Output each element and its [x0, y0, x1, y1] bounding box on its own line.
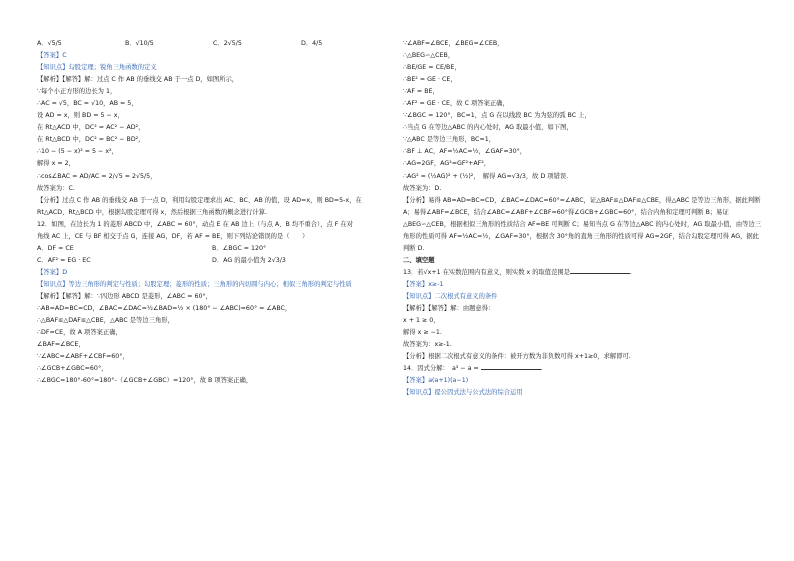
analysis-paragraph: 【分析】过点 C 作 AB 的垂线交 AB 于一点 D，利用勾股定理求出 AC、BC、AB 的值，设 AD=x，则 BD=5-x，在 Rt△ACD、Rt△BCD 中，根据勾股定理可得 x，然后根据三角函数的概念进行计算.: [37, 196, 362, 216]
answer-tag: 【答案】a(a+1)(a−1): [403, 377, 469, 385]
knowledge-point: 【知识点】提公因式法与公式法的综合运用: [403, 389, 523, 397]
solution-line: ∴AG=2GF，AG²=GF²+AF²，: [403, 160, 491, 168]
solution-line: ∴AC = √5，BC = √10，AB = 5，: [37, 100, 138, 108]
solution-line: ∴AG² = (½AG)² + (½)²， 解得 AG=√3/3，故 D 项错误.: [403, 172, 569, 180]
q14-answer-blank[interactable]: [481, 363, 543, 373]
q14-end: .: [540, 365, 543, 373]
left-column: [37, 38, 387, 387]
solution-line: ∠BAF=∠BCE，: [37, 341, 85, 349]
solution-line: ∴∠BGC=180°-60°=180°-（∠GCB+∠GBC）=120°，故 B 项答案正确，: [37, 377, 253, 385]
solution-line: ∴∠GCB+∠GBC=60°，: [37, 365, 108, 373]
solution-line: ∴BF ⊥ AC，AF=½AC=½，∠GAF=30°，: [403, 148, 527, 156]
q12-option-b: B．∠BGC = 120°: [212, 244, 267, 252]
solution-line: 【解析】【解答】解：由题意得：: [403, 305, 495, 313]
knowledge-point: 【知识点】勾股定理；锐角三角函数的定义: [37, 64, 157, 72]
solution-line: ∴AB=AD=BC=CD，∠BAC=∠DAC=½∠BAD=½ × (180° − ∠ABC)=60° = ∠ABC，: [37, 305, 292, 313]
solution-line: ∵∠ABC=∠ABF+∠CBF=60°，: [37, 353, 129, 361]
solution-line: x + 1 ≥ 0，: [403, 317, 440, 325]
solution-line: 在 Rt△BCD 中，DC² = BC² − BD²，: [37, 136, 145, 144]
q12-option-c: C．AF² = EG · EC: [37, 256, 91, 264]
solution-line: ∴cos∠BAC = AD/AC = 2/√5 = 2√5/5，: [37, 172, 157, 180]
q12-option-d: D．AG 的最小值为 2√3/3: [212, 256, 286, 264]
solution-line: 【解析】【解答】解：∵四边形 ABCD 是菱形，∠ABC = 60°，: [37, 292, 212, 300]
question-14-stem: [403, 363, 765, 375]
solution-line: ∴AF² = GE · CE，故 C 项答案正确，: [403, 100, 509, 108]
q11-options: [37, 38, 387, 50]
solution-line: 故答案为：D.: [403, 184, 442, 192]
solution-line: ∴DF=CE，故 A 项答案正确，: [37, 329, 122, 337]
q12-option-a: A．DF = CE: [37, 244, 74, 252]
solution-line: ∴BE/GE = CE/BE，: [403, 64, 461, 72]
question-12-stem: 角线 AC 上，CE 与 BF 相交于点 G，连接 AG，DF，若 AF = BE，则下列结论错误的是（ ）: [37, 232, 309, 240]
right-column: [403, 38, 765, 399]
q13-answer-blank[interactable]: [570, 267, 633, 276]
solution-line: 故答案为：x≥-1.: [403, 341, 452, 349]
q11-option-d: D．4/5: [301, 40, 323, 47]
answer-tag: 【答案】C: [37, 52, 67, 60]
knowledge-point: 【知识点】二次根式有意义的条件: [403, 292, 498, 300]
q13-text: 13．若√x+1 在实数范围内有意义，则实数 x 的取值范围是: [403, 268, 570, 276]
solution-line: ∴BE² = GE · CE，: [403, 76, 457, 84]
knowledge-point: 【知识点】等边三角形的判定与性质；勾股定理；菱形的性质；三角形的内切圆与内心；相似三角形的判定与性质: [37, 280, 352, 288]
solution-line: ∴△BAF≌△DAF≌△CBE，△ABC 是等边三角形，: [37, 317, 174, 325]
answer-tag: 【答案】D: [37, 268, 68, 276]
q11-option-a: A．√5/5: [37, 40, 62, 47]
question-12-stem: 12．如图，在边长为 1 的菱形 ABCD 中，∠ABC = 60°，动点 E 在 AB 边上（与点 A、B 均不重合），点 F 在对: [37, 220, 354, 228]
solution-line: ∵∠BGC = 120°，BC=1，点 G 在以线段 BC 为为弦的弧 BC 上，: [403, 112, 591, 120]
solution-line: 设 AD = x，则 BD = 5 − x，: [37, 112, 124, 120]
q11-option-c: C．2√5/5: [213, 40, 242, 47]
q14-text: 14．因式分解： a³ − a =: [403, 365, 479, 373]
solution-line: ∵△ABC 是等边三角形，BC=1，: [403, 136, 496, 144]
analysis-line: 【分析】根据二次根式有意义的条件：被开方数为非负数可得 x+1≥0，求解即可.: [403, 353, 631, 361]
solution-line: 解得 x = 2，: [37, 160, 75, 168]
solution-line: ∵AF = BE，: [403, 88, 439, 96]
q11-option-b: B．√10/5: [125, 40, 154, 47]
q13-end: .: [630, 268, 633, 276]
solution-line: ∵每个小正方形的边长为 1，: [37, 88, 117, 96]
solution-line: 故答案为：C.: [37, 184, 75, 192]
solution-line: ∵∠ABF=∠BCE，∠BEG=∠CEB，: [403, 40, 504, 47]
question-13-stem: [403, 267, 765, 279]
solution-line: 在 Rt△ACD 中，DC² = AC² − AD²，: [37, 124, 145, 132]
solution-line: ∴△BEG∽△CEB，: [403, 52, 455, 60]
q12-options-row1: [37, 243, 387, 255]
solution-line: ∴10 − (5 − x)² = 5 − x²，: [37, 148, 118, 156]
answer-tag: 【答案】x≥-1: [403, 280, 444, 288]
solution-line: 【解析】【解答】解：过点 C 作 AB 的垂线交 AB 于一点 D，如图所示，: [37, 76, 239, 84]
section-heading: 二、填空题: [403, 256, 435, 264]
q12-options-row2: [37, 255, 387, 267]
analysis-paragraph: 【分析】易得 AB=AD=BC=CD，∠BAC=∠DAC=60°=∠ABC，证△BAF≌△DAF≌△CBE，得△ABC 是等边三角形，据此判断 A；易得∠ABF=∠BCE，结合∠ABC=∠ABF+∠CBF=60°得∠GCB+∠GBC=60°，结合内角和定理可判断 B；易证△BEG∽△CEB，根据相似三角形的性质结合 AF=BE 可判断 C；易知当点 G 在等边△ABC 的内心处时，AG 取最小值，由等边三角形的性质可得 AF=½AC=½，∠GAF=30°，根据含 30°角的直角三角形的性质可得 AG=2GF，结合勾股定理可得 AG，据此判断 D.: [403, 196, 762, 252]
solution-line: ∴当点 G 在等边△ABC 的内心处时，AG 取最小值，如下图，: [403, 124, 573, 132]
solution-line: 解得 x ≥ −1.: [403, 329, 442, 337]
